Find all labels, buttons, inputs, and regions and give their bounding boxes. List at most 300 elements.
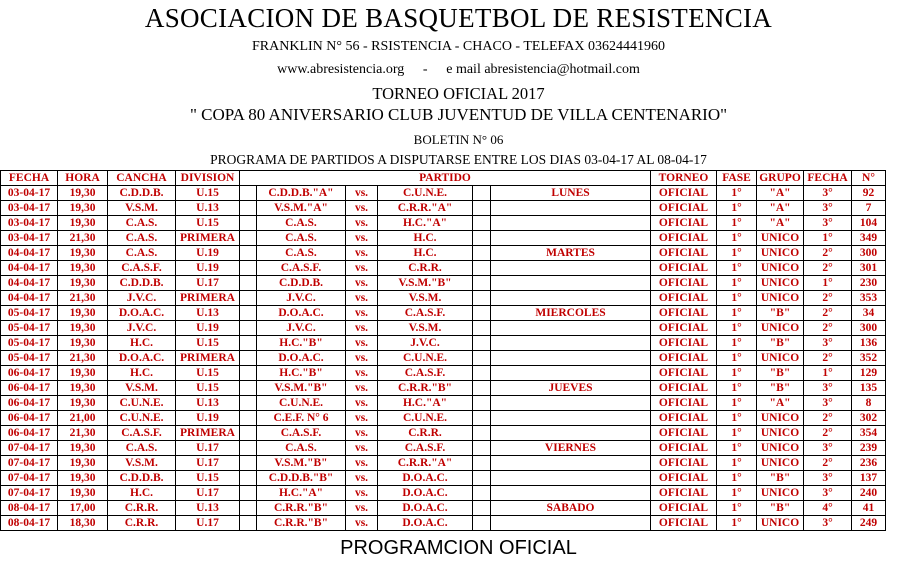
cell-torneo: OFICIAL [651, 441, 717, 456]
cell-grupo: UNICO [757, 261, 804, 276]
table-row [1, 426, 917, 441]
table-row [1, 321, 917, 336]
cell-numero: 92 [852, 186, 886, 201]
cell-fecha: 04-04-17 [1, 261, 58, 276]
cell-spacer [473, 351, 491, 366]
cell-fecha-numero: 3° [804, 516, 852, 531]
cell-division: U.17 [176, 441, 240, 456]
cell-spacer [240, 501, 257, 516]
cell-fecha-numero: 2° [804, 306, 852, 321]
cell-weekday [491, 231, 651, 246]
table-row [1, 336, 917, 351]
cell-spacer [473, 426, 491, 441]
cell-visitor-team: J.V.C. [378, 336, 473, 351]
cell-spacer [473, 201, 491, 216]
cell-vs: vs. [346, 306, 378, 321]
cell-fase: 1° [717, 501, 757, 516]
cell-torneo: OFICIAL [651, 516, 717, 531]
cell-fecha-numero: 4° [804, 501, 852, 516]
col-header-fecha: FECHA [1, 171, 58, 186]
cell-hora: 19,30 [58, 456, 108, 471]
cell-fecha: 08-04-17 [1, 516, 58, 531]
cell-spacer [240, 441, 257, 456]
cell-fase: 1° [717, 396, 757, 411]
cell-spacer [473, 471, 491, 486]
cell-hora: 19,30 [58, 441, 108, 456]
cell-local-team: C.A.S.F. [257, 261, 346, 276]
address-line: FRANKLIN N° 56 - RSISTENCIA - CHACO - TELEFAX 03624441960 [251, 39, 666, 54]
cell-weekday [491, 396, 651, 411]
cell-torneo: OFICIAL [651, 186, 717, 201]
cell-fecha: 07-04-17 [1, 471, 58, 486]
cell-spacer [473, 216, 491, 231]
cell-spacer [473, 246, 491, 261]
table-row [1, 381, 917, 396]
cell-vs: vs. [346, 201, 378, 216]
cell-cancha: J.V.C. [108, 291, 176, 306]
cell-grupo: UNICO [757, 411, 804, 426]
cell-fase: 1° [717, 351, 757, 366]
cell-grupo: UNICO [757, 246, 804, 261]
cell-fecha: 05-04-17 [1, 351, 58, 366]
table-row [1, 516, 917, 531]
cell-visitor-team: D.O.A.C. [378, 501, 473, 516]
cell-vs: vs. [346, 411, 378, 426]
col-header-torneo: TORNEO [651, 171, 717, 186]
cell-vs: vs. [346, 216, 378, 231]
cell-fase: 1° [717, 486, 757, 501]
cell-vs: vs. [346, 426, 378, 441]
cell-torneo: OFICIAL [651, 366, 717, 381]
cell-vs: vs. [346, 291, 378, 306]
cell-spacer [473, 186, 491, 201]
cell-hora: 19,30 [58, 336, 108, 351]
table-row [1, 291, 917, 306]
cell-numero: 302 [852, 411, 886, 426]
email-text: e mail abresistencia@hotmail.com [446, 62, 640, 77]
cell-local-team: C.A.S.F. [257, 426, 346, 441]
cell-local-team: V.S.M."A" [257, 201, 346, 216]
cell-visitor-team: D.O.A.C. [378, 486, 473, 501]
cell-spacer [240, 366, 257, 381]
cell-numero: 104 [852, 216, 886, 231]
cell-fecha: 08-04-17 [1, 501, 58, 516]
cell-grupo: UNICO [757, 486, 804, 501]
cell-hora: 21,30 [58, 351, 108, 366]
col-header-grupo: GRUPO [757, 171, 804, 186]
cell-spacer [240, 306, 257, 321]
table-row [1, 486, 917, 501]
cell-cancha: C.R.R. [108, 501, 176, 516]
cell-hora: 19,30 [58, 471, 108, 486]
cell-division: U.19 [176, 246, 240, 261]
table-row [1, 456, 917, 471]
cell-fase: 1° [717, 306, 757, 321]
contact-line [0, 62, 917, 78]
cell-visitor-team: V.S.M. [378, 291, 473, 306]
cell-torneo: OFICIAL [651, 321, 717, 336]
cell-grupo: UNICO [757, 441, 804, 456]
cell-visitor-team: H.C. [378, 246, 473, 261]
cell-cancha: C.U.N.E. [108, 396, 176, 411]
cell-local-team: C.D.D.B."B" [257, 471, 346, 486]
table-row [1, 351, 917, 366]
cell-spacer [240, 516, 257, 531]
cell-visitor-team: H.C."A" [378, 396, 473, 411]
cell-numero: 129 [852, 366, 886, 381]
cell-fecha: 04-04-17 [1, 246, 58, 261]
cell-fecha-numero: 3° [804, 396, 852, 411]
cell-spacer [240, 426, 257, 441]
cell-cancha: D.O.A.C. [108, 351, 176, 366]
cell-fecha: 03-04-17 [1, 186, 58, 201]
cell-visitor-team: H.C. [378, 231, 473, 246]
cell-division: U.17 [176, 516, 240, 531]
cell-spacer [240, 246, 257, 261]
cell-fecha-numero: 2° [804, 426, 852, 441]
cell-weekday [491, 516, 651, 531]
cell-hora: 19,30 [58, 276, 108, 291]
cell-weekday: SABADO [491, 501, 651, 516]
cell-fecha-numero: 3° [804, 186, 852, 201]
cell-fecha: 07-04-17 [1, 441, 58, 456]
cell-grupo: "B" [757, 306, 804, 321]
cell-spacer [240, 336, 257, 351]
cell-fase: 1° [717, 366, 757, 381]
tournament-title: TORNEO OFICIAL 2017 [372, 84, 545, 103]
table-row [1, 201, 917, 216]
cell-fecha: 06-04-17 [1, 426, 58, 441]
cell-local-team: V.S.M."B" [257, 381, 346, 396]
cell-visitor-team: D.O.A.C. [378, 471, 473, 486]
cell-vs: vs. [346, 381, 378, 396]
cell-hora: 19,30 [58, 486, 108, 501]
cell-visitor-team: H.C."A" [378, 216, 473, 231]
cell-vs: vs. [346, 501, 378, 516]
cell-fecha: 06-04-17 [1, 411, 58, 426]
cell-vs: vs. [346, 276, 378, 291]
cell-vs: vs. [346, 456, 378, 471]
cell-weekday [491, 411, 651, 426]
cell-hora: 21,30 [58, 291, 108, 306]
cell-fecha-numero: 3° [804, 471, 852, 486]
cell-weekday: LUNES [491, 186, 651, 201]
cell-vs: vs. [346, 186, 378, 201]
website-link[interactable]: www.abresistencia.org [277, 62, 405, 77]
cell-spacer [240, 471, 257, 486]
cell-fase: 1° [717, 246, 757, 261]
cell-fecha: 03-04-17 [1, 201, 58, 216]
cell-cancha: V.S.M. [108, 456, 176, 471]
cell-grupo: "B" [757, 381, 804, 396]
contact-separator: - [422, 62, 428, 77]
cell-spacer [473, 411, 491, 426]
cell-visitor-team: C.R.R."A" [378, 201, 473, 216]
cell-spacer [473, 366, 491, 381]
cell-division: U.19 [176, 321, 240, 336]
cell-visitor-team: C.A.S.F. [378, 306, 473, 321]
cell-fecha: 05-04-17 [1, 336, 58, 351]
cell-vs: vs. [346, 471, 378, 486]
program-subtitle: PROGRAMA DE PARTIDOS A DISPUTARSE ENTRE LOS DIAS 03-04-17 AL 08-04-17 [210, 152, 707, 167]
cell-torneo: OFICIAL [651, 216, 717, 231]
cell-numero: 352 [852, 351, 886, 366]
cell-fecha-numero: 2° [804, 321, 852, 336]
cell-cancha: C.D.D.B. [108, 276, 176, 291]
cell-fecha-numero: 1° [804, 231, 852, 246]
cell-spacer [473, 441, 491, 456]
cell-torneo: OFICIAL [651, 336, 717, 351]
cell-numero: 239 [852, 441, 886, 456]
cell-spacer [240, 261, 257, 276]
cell-numero: 301 [852, 261, 886, 276]
cell-local-team: J.V.C. [257, 321, 346, 336]
col-header-fecha-numero: FECHA [804, 171, 852, 186]
cell-cancha: C.A.S. [108, 231, 176, 246]
footer-label: PROGRAMCION OFICIAL [340, 537, 577, 559]
cell-visitor-team: D.O.A.C. [378, 516, 473, 531]
cell-local-team: D.O.A.C. [257, 351, 346, 366]
cell-weekday [491, 321, 651, 336]
cell-hora: 21,30 [58, 426, 108, 441]
cell-cancha: C.R.R. [108, 516, 176, 531]
cell-torneo: OFICIAL [651, 276, 717, 291]
cell-fecha-numero: 3° [804, 381, 852, 396]
cell-hora: 19,30 [58, 366, 108, 381]
cell-spacer [240, 381, 257, 396]
table-row [1, 396, 917, 411]
cell-hora: 17,00 [58, 501, 108, 516]
cell-torneo: OFICIAL [651, 351, 717, 366]
cell-numero: 300 [852, 321, 886, 336]
cell-fase: 1° [717, 426, 757, 441]
cell-spacer [240, 351, 257, 366]
cell-spacer [240, 456, 257, 471]
cell-grupo: UNICO [757, 276, 804, 291]
cell-weekday [491, 471, 651, 486]
cell-fase: 1° [717, 411, 757, 426]
cell-hora: 19,30 [58, 201, 108, 216]
cell-spacer [240, 201, 257, 216]
cell-grupo: UNICO [757, 456, 804, 471]
cell-cancha: H.C. [108, 336, 176, 351]
cell-visitor-team: C.R.R."A" [378, 456, 473, 471]
cell-numero: 137 [852, 471, 886, 486]
cell-local-team: H.C."B" [257, 336, 346, 351]
cell-local-team: C.A.S. [257, 231, 346, 246]
cell-grupo: "A" [757, 201, 804, 216]
cell-hora: 19,30 [58, 381, 108, 396]
table-header-row [1, 171, 917, 186]
cell-numero: 135 [852, 381, 886, 396]
cell-spacer [473, 261, 491, 276]
cell-division: U.17 [176, 276, 240, 291]
cell-spacer [240, 486, 257, 501]
cell-grupo: UNICO [757, 516, 804, 531]
cell-local-team: C.A.S. [257, 216, 346, 231]
cell-fase: 1° [717, 261, 757, 276]
cell-local-team: C.R.R."B" [257, 516, 346, 531]
cell-torneo: OFICIAL [651, 231, 717, 246]
cell-hora: 19,30 [58, 306, 108, 321]
cell-grupo: "B" [757, 471, 804, 486]
cell-visitor-team: C.U.N.E. [378, 351, 473, 366]
cell-local-team: C.A.S. [257, 246, 346, 261]
cell-numero: 349 [852, 231, 886, 246]
table-row [1, 306, 917, 321]
cell-torneo: OFICIAL [651, 261, 717, 276]
cell-torneo: OFICIAL [651, 246, 717, 261]
cell-fase: 1° [717, 516, 757, 531]
association-title: ASOCIACION DE BASQUETBOL DE RESISTENCIA [144, 3, 773, 33]
cell-spacer [240, 186, 257, 201]
cell-grupo: "A" [757, 186, 804, 201]
cell-visitor-team: C.A.S.F. [378, 441, 473, 456]
cell-fase: 1° [717, 381, 757, 396]
cell-hora: 18,30 [58, 516, 108, 531]
match-rows [1, 186, 917, 531]
match-schedule-table [0, 170, 917, 531]
cell-division: PRIMERA [176, 351, 240, 366]
cell-vs: vs. [346, 336, 378, 351]
col-header-fase: FASE [717, 171, 757, 186]
cell-weekday: JUEVES [491, 381, 651, 396]
cell-vs: vs. [346, 351, 378, 366]
col-header-division: DIVISION [176, 171, 240, 186]
cell-hora: 19,30 [58, 396, 108, 411]
cell-numero: 230 [852, 276, 886, 291]
cell-fase: 1° [717, 336, 757, 351]
cell-weekday [491, 201, 651, 216]
cell-local-team: V.S.M."B" [257, 456, 346, 471]
cup-title: " COPA 80 ANIVERSARIO CLUB JUVENTUD DE VILLA CENTENARIO" [189, 105, 728, 124]
cell-weekday [491, 426, 651, 441]
cell-cancha: C.A.S. [108, 216, 176, 231]
cell-local-team: C.U.N.E. [257, 396, 346, 411]
table-row [1, 471, 917, 486]
cell-division: U.13 [176, 396, 240, 411]
cell-visitor-team: V.S.M."B" [378, 276, 473, 291]
cell-numero: 41 [852, 501, 886, 516]
cell-spacer [240, 396, 257, 411]
cell-cancha: C.A.S.F. [108, 261, 176, 276]
cell-grupo: UNICO [757, 351, 804, 366]
cell-fase: 1° [717, 201, 757, 216]
cell-fecha-numero: 3° [804, 441, 852, 456]
cell-weekday [491, 216, 651, 231]
col-header-cancha: CANCHA [108, 171, 176, 186]
cell-weekday [491, 351, 651, 366]
cell-vs: vs. [346, 246, 378, 261]
cell-cancha: H.C. [108, 486, 176, 501]
cell-vs: vs. [346, 516, 378, 531]
cell-grupo: UNICO [757, 231, 804, 246]
cell-torneo: OFICIAL [651, 486, 717, 501]
cell-fecha: 06-04-17 [1, 396, 58, 411]
cell-division: U.17 [176, 486, 240, 501]
cell-torneo: OFICIAL [651, 291, 717, 306]
col-header-partido: PARTIDO [240, 171, 651, 186]
cell-fecha-numero: 1° [804, 276, 852, 291]
cell-fecha-numero: 2° [804, 411, 852, 426]
cell-spacer [473, 291, 491, 306]
cell-cancha: V.S.M. [108, 381, 176, 396]
cell-cancha: C.U.N.E. [108, 411, 176, 426]
cell-weekday [491, 291, 651, 306]
cell-fase: 1° [717, 441, 757, 456]
cell-hora: 19,30 [58, 261, 108, 276]
cell-fecha-numero: 1° [804, 366, 852, 381]
cell-vs: vs. [346, 261, 378, 276]
table-row [1, 441, 917, 456]
cell-spacer [473, 321, 491, 336]
cell-hora: 21,30 [58, 231, 108, 246]
cell-fase: 1° [717, 456, 757, 471]
cell-spacer [240, 291, 257, 306]
cell-weekday [491, 456, 651, 471]
cell-torneo: OFICIAL [651, 411, 717, 426]
bulletin-number: BOLETIN N° 06 [413, 132, 504, 147]
cell-cancha: C.D.D.B. [108, 471, 176, 486]
cell-spacer [240, 276, 257, 291]
cell-fecha-numero: 3° [804, 216, 852, 231]
cell-cancha: C.A.S. [108, 441, 176, 456]
cell-spacer [473, 486, 491, 501]
cell-division: U.15 [176, 186, 240, 201]
cell-fase: 1° [717, 471, 757, 486]
table-row [1, 276, 917, 291]
cell-fecha: 05-04-17 [1, 321, 58, 336]
cell-cancha: D.O.A.C. [108, 306, 176, 321]
cell-division: U.13 [176, 201, 240, 216]
cell-torneo: OFICIAL [651, 306, 717, 321]
table-row [1, 186, 917, 201]
cell-spacer [240, 216, 257, 231]
cell-spacer [473, 456, 491, 471]
cell-grupo: "A" [757, 216, 804, 231]
cell-fase: 1° [717, 321, 757, 336]
cell-fecha: 06-04-17 [1, 381, 58, 396]
cell-division: U.15 [176, 336, 240, 351]
cell-weekday: MIERCOLES [491, 306, 651, 321]
cell-torneo: OFICIAL [651, 201, 717, 216]
cell-fecha: 04-04-17 [1, 291, 58, 306]
table-row [1, 246, 917, 261]
cell-spacer [473, 276, 491, 291]
cell-division: U.15 [176, 471, 240, 486]
cell-division: U.19 [176, 261, 240, 276]
cell-local-team: C.E.F. N° 6 [257, 411, 346, 426]
cell-fecha: 06-04-17 [1, 366, 58, 381]
cell-division: PRIMERA [176, 426, 240, 441]
cell-grupo: "B" [757, 366, 804, 381]
cell-division: PRIMERA [176, 291, 240, 306]
cell-cancha: J.V.C. [108, 321, 176, 336]
table-row [1, 366, 917, 381]
cell-numero: 354 [852, 426, 886, 441]
cell-fecha-numero: 2° [804, 291, 852, 306]
cell-division: U.13 [176, 501, 240, 516]
cell-torneo: OFICIAL [651, 426, 717, 441]
cell-spacer [473, 381, 491, 396]
cell-fecha: 05-04-17 [1, 306, 58, 321]
cell-vs: vs. [346, 396, 378, 411]
cell-hora: 19,30 [58, 246, 108, 261]
cell-numero: 249 [852, 516, 886, 531]
cell-fecha-numero: 3° [804, 486, 852, 501]
cell-fecha: 04-04-17 [1, 276, 58, 291]
cell-spacer [473, 516, 491, 531]
